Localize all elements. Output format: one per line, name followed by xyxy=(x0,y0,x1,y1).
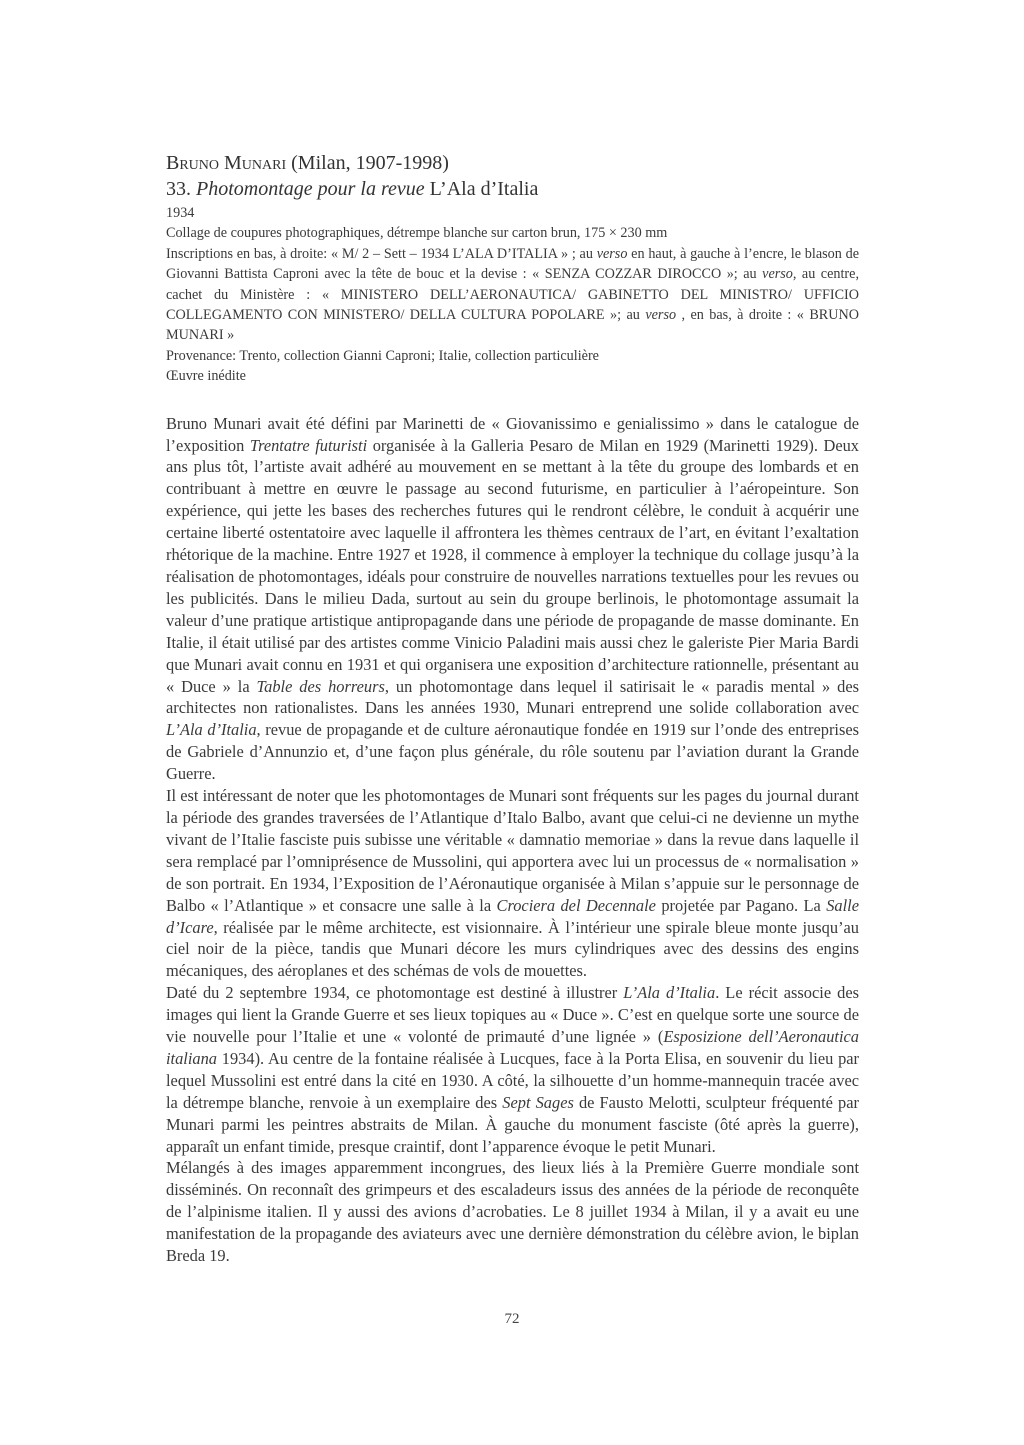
document-page xyxy=(166,150,859,1267)
p2-italic-d: Salle d’Icare xyxy=(166,895,859,937)
essay-paragraph-2 xyxy=(166,785,859,982)
p1-italic-f: L’Ala d’Italia xyxy=(166,720,257,740)
p1-text-g: , revue de propagande et de culture aéronautique fondée en 1919 sur l’onde des entreprises de Gabriele d’Annunzio et, d’une façon plus générale, du rôle soutenu par l’aviation durant la Grande Guerre. xyxy=(166,720,859,784)
work-medium: Collage de coupures photographiques, détrempe blanche sur carton brun, 175 × 230 mm xyxy=(166,225,668,242)
p1-text-c: organisée à la Galleria Pesaro de Milan en 1929 (Marinetti 1929). Deux ans plus tôt, l’artiste avait adhéré au mouvement en se mettant à la tête du groupe des lombards et en contribuant à mettre en œuvre le passage au second futurisme, en particulier à l’aéropeinture. Son expérience, qui jette les bases des recherches futures qui le rendront célèbre, le conduit à acquérir une certaine liberté ostentatoire avec laquelle il affrontera les thèmes centraux de l’art, en évitant l’exaltation rhétorique de la machine. Entre 1927 et 1928, il commence à employer la technique du collage jusqu’à la réalisation de photomontages, idéals pour construire de nouvelles narrations textuelles pour les revues ou les publicités. Dans le milieu Dada, surtout au sein du groupe berlinois, le photomontage assumait la valeur d’une pratique artistique antipropagande dans une période de propagande de masse dominante. En Italie, il était utilisé par des artistes comme Vinicio Paladini mais aussi chez le galeriste Pier Maria Bardi que Munari avait connu en 1931 et qui organisera une exposition d’architecture rationnelle, présentant au « Duce » la xyxy=(166,435,859,696)
work-status: Œuvre inédite xyxy=(166,368,246,385)
p3-text-e: 1934). Au centre de la fontaine réalisée à Lucques, face à la Porta Elisa, en souvenir du lieu par lequel Mussolini est entré dans la cité en 1930. A côté, la silhouette d’un homme-mannequin tracée avec la détrempe blanche, renvoie à un exemplaire des xyxy=(166,1048,859,1112)
page-number: 72 xyxy=(504,1311,520,1327)
work-inscriptions xyxy=(166,244,859,346)
p3-text-a: Daté du 2 septembre 1934, ce photomontage est destiné à illustrer xyxy=(166,983,624,1003)
inscriptions-text-2: en haut, à gauche à l’encre, le blason de Giovanni Battista Caproni avec la tête de bouc et la devise : « SENZA COZZAR DIROCCO »; au xyxy=(166,245,859,283)
essay-paragraph-1 xyxy=(166,413,859,785)
p2-text-c: projetée par Pagano. La xyxy=(655,895,827,915)
p2-italic-b: Crociera del Decennale xyxy=(496,895,656,915)
inscriptions-text-3: , au centre, cachet du Ministère : « MINISTERO DELL’AERONAUTICA/ GABINETTO DEL MINISTRO/ UFFICIO COLLEGAMENTO CON MINISTERO/ DELLA CULTURA POPOLARE »; au xyxy=(166,266,859,324)
p3-italic-f: Sept Sages xyxy=(502,1092,574,1112)
inscriptions-verso-3: verso xyxy=(645,307,677,324)
work-year: 1934 xyxy=(166,205,195,221)
inscriptions-verso-2: verso xyxy=(762,266,793,283)
work-provenance: Provenance: Trento, collection Gianni Caproni; Italie, collection particulière xyxy=(166,347,599,364)
inscriptions-text-1: Inscriptions en bas, à droite: « M/ 2 – Sett – 1934 L’ALA D’ITALIA » ; au xyxy=(166,245,597,262)
work-title xyxy=(166,176,859,202)
artist-last-name: Munari xyxy=(224,152,287,174)
essay-body xyxy=(166,413,859,1267)
essay-paragraph-3 xyxy=(166,982,859,1157)
p3-italic-b: L’Ala d’Italia xyxy=(623,983,716,1003)
p1-text-a: Bruno Munari avait été défini par Marinetti de « Giovanissimo e genialissimo » dans le catalogue de l’exposition xyxy=(166,413,859,455)
p1-italic-b: Trentatre futuristi xyxy=(249,435,368,455)
work-title-plain: L’Ala d’Italia xyxy=(429,178,539,200)
inscriptions-verso-1: verso xyxy=(596,245,628,262)
p3-text-c: . Le récit associe des images qui lient la Grande Guerre et ses lieux topiques au « Duce ». C’est en quelque sorte une source de vie nouvelle pour l’Italie et une « volonté de primauté d’une lignée » ( xyxy=(166,983,859,1047)
p3-text-g: de Fausto Melotti, sculpteur fréquenté par Munari parmi les peintres abstraits de Milan. À gauche du monument fasciste (ôté après la guerre), apparaît un enfant timide, presque craintif, dont l’apparence évoque le petit Munari. xyxy=(166,1092,859,1156)
p2-text-a: Il est intéressant de noter que les photomontages de Munari sont fréquents sur les pages du journal durant la période des grandes traversées de l’Atlantique d’Italo Balbo, avant que celui-ci ne devienne un mythe vivant de l’Italie fasciste puis subisse une véritable « damnatio memoriae » dans la revue dans laquelle il sera remplacé par l’omniprésence de Mussolini, qui apportera avec lui un processus de « normalisation » de son portrait. En 1934, l’Exposition de l’Aéronautique organisée à Milan s’appuie sur le personnage de Balbo « l’Atlantique » et consacre une salle à la xyxy=(166,786,859,915)
inscriptions-text-4: , en bas, à droite : « BRUNO MUNARI » xyxy=(166,307,859,344)
artist-heading xyxy=(166,150,859,176)
p3-italic-d: Esposizione dell’Aeronautica italiana xyxy=(166,1027,859,1068)
p2-text-e: , réalisée par le même architecte, est visionnaire. À l’intérieur une spirale bleue monte jusqu’au ciel noir de la pièce, tandis que Munari décore les murs cylindriques avec des dessins des engins mécaniques, des aéroplanes et des schémas de vols de mouettes. xyxy=(166,917,859,981)
artist-first-name: Bruno xyxy=(166,152,220,174)
artist-dates: (Milan, 1907-1998) xyxy=(291,152,449,174)
p1-text-e: , un photomontage dans lequel il satirisait le « paradis mental » des architectes non rationalistes. Dans les années 1930, Munari entreprend une solide collaboration avec xyxy=(166,676,860,718)
work-title-italic: Photomontage pour la revue xyxy=(196,178,425,200)
catalog-number: 33. xyxy=(166,178,191,200)
essay-paragraph-4: Mélangés à des images apparemment incongrues, des lieux liés à la Première Guerre mondiale sont disséminés. On reconnaît des grimpeurs et des escaladeurs issus des années de la période de reconquête de l’alpinisme italien. Il y aussi des avions d’acrobaties. Le 8 juillet 1934 à Milan, il y a avait eu une manifestation de la propagande des aviateurs avec une dernière démonstration du célèbre avion, le biplan Breda 19. xyxy=(166,1158,859,1266)
p1-italic-d: Table des horreurs xyxy=(256,676,385,696)
